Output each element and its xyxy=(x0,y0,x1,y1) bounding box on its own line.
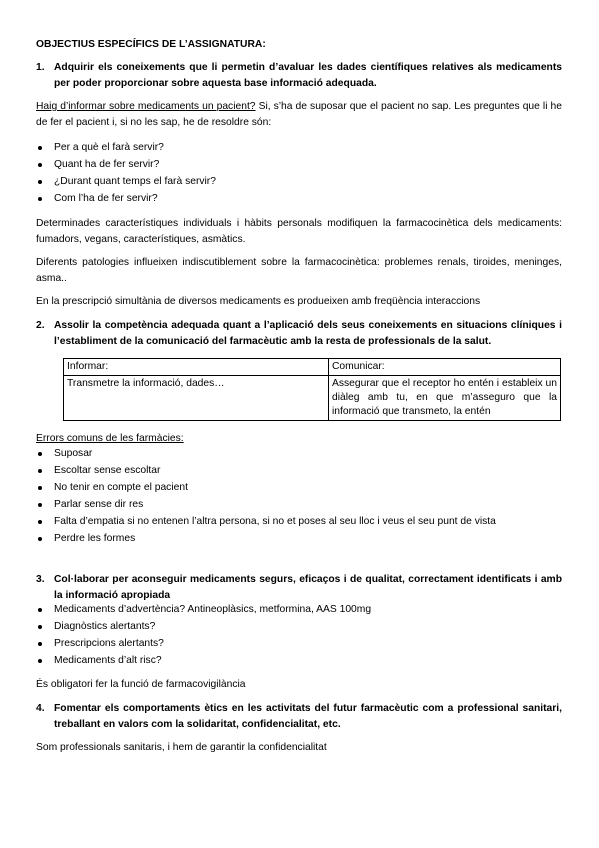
list-item: Parlar sense dir res xyxy=(36,497,562,514)
errors-heading: Errors comuns de les farmàcies: xyxy=(36,433,184,444)
objective-text: Assolir la competència adequada quant a l’aplicació dels seus coneixements en situacions clíniques i l’establiment de la comunicació del farmacèutic amb la resta de professionals de la salut. xyxy=(54,320,562,347)
question-paragraph xyxy=(36,99,562,130)
patient-questions-list xyxy=(36,140,562,208)
objective-number: 2. xyxy=(36,320,45,331)
objective-number: 4. xyxy=(36,703,45,714)
paragraph-characteristics: Determinades característiques individuals i hàbits personals modifiquen la farmacocinètica dels medicaments: fumadors, vegans, característiques, asmàtics. xyxy=(36,218,562,245)
list-item: Suposar xyxy=(36,446,562,463)
errors-list xyxy=(36,446,562,548)
table-cell-inform: Transmetre la informació, dades… xyxy=(64,376,329,421)
objective-3 xyxy=(36,572,562,603)
objective-2 xyxy=(36,318,562,349)
objective-text: Col·laborar per aconseguir medicaments segurs, eficaços i de qualitat, correctament identificats i amb la informació apropiada xyxy=(54,574,562,601)
list-item: No tenir en compte el pacient xyxy=(36,480,562,497)
objective-text: Fomentar els comportaments ètics en les activitats del futur farmacèutic com a professional sanitari, treballant en valors com la solidaritat, confidencialitat, etc. xyxy=(54,703,562,730)
objective-1 xyxy=(36,60,562,91)
list-item: Per a què el farà servir? xyxy=(36,140,562,157)
objective-number: 3. xyxy=(36,574,45,585)
objective-number: 1. xyxy=(36,62,45,73)
page-title: OBJECTIUS ESPECÍFICS DE L’ASSIGNATURA: xyxy=(36,39,266,50)
table-row xyxy=(64,376,561,421)
inform-communicate-table xyxy=(63,358,561,421)
table-header-inform: Informar: xyxy=(64,359,329,376)
list-item: Perdre les formes xyxy=(36,531,562,548)
question-underlined: Haig d’informar sobre medicaments un pacient? xyxy=(36,101,256,112)
list-item: Falta d’empatia si no entenen l’altra persona, si no et poses al seu lloc i veus el seu punt de vista xyxy=(36,514,562,531)
paragraph-confidentiality: Som professionals sanitaris, i hem de garantir la confidencialitat xyxy=(36,742,327,753)
table-header-communicate: Comunicar: xyxy=(329,359,561,376)
list-item: Medicaments d’advertència? Antineoplàsics, metformina, AAS 100mg xyxy=(36,602,562,619)
paragraph-pathologies: Diferents patologies influeixen indiscutiblement sobre la farmacocinètica: problemes renals, tiroides, meninges, asma.. xyxy=(36,257,562,284)
question-rest: Si, s’ha de suposar que el pacient no sap. Les preguntes que li he de fer el pacient i, si no les sap, he de resoldre són: xyxy=(36,101,562,128)
table-cell-communicate: Assegurar que el receptor ho entén i estableix un diàleg amb tu, en que m’asseguro que la informació que transmeto, la entén xyxy=(329,376,561,421)
list-item: ¿Durant quant temps el farà servir? xyxy=(36,174,562,191)
paragraph-interactions: En la prescripció simultània de diversos medicaments es produeixen amb freqüència interaccions xyxy=(36,296,481,307)
objective-text: Adquirir els coneixements que li permetin d’avaluar les dades científiques relatives als medicaments per poder proporcionar sobre aquesta base informació adequada. xyxy=(54,62,562,89)
list-item: Com l’ha de fer servir? xyxy=(36,191,562,208)
list-item: Prescripcions alertants? xyxy=(36,636,562,653)
list-item: Escoltar sense escoltar xyxy=(36,463,562,480)
list-item: Quant ha de fer servir? xyxy=(36,157,562,174)
paragraph-pharmacovigilance: És obligatori fer la funció de farmacovigilància xyxy=(36,679,246,690)
objective-4 xyxy=(36,701,562,732)
alerts-list xyxy=(36,602,562,670)
list-item: Diagnòstics alertants? xyxy=(36,619,562,636)
list-item: Medicaments d’alt risc? xyxy=(36,653,562,670)
